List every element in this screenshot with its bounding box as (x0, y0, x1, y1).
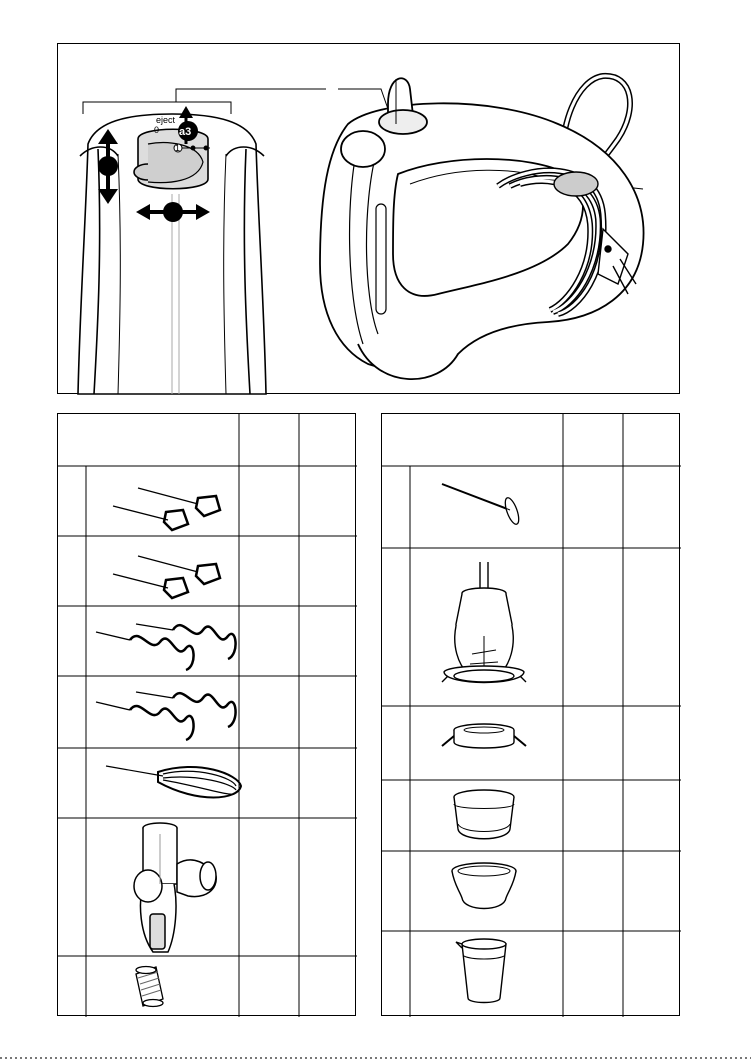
table-row (454, 790, 514, 839)
table-row (442, 484, 521, 526)
grater-attachment-icon (134, 823, 216, 952)
table-row (113, 556, 220, 598)
table-row (442, 562, 526, 683)
vertical-move-arrow-icon (98, 129, 118, 204)
product-overview-panel (57, 43, 680, 394)
a3-badge (178, 121, 198, 141)
grater-drum-icon (136, 967, 163, 1007)
measuring-beaker-icon (456, 939, 506, 1003)
table-row (134, 823, 216, 952)
dough-hook-pair-icon (96, 692, 236, 740)
page-bottom-border (0, 1057, 751, 1059)
accessories-table-left (57, 413, 356, 1016)
hand-mixer-illustration (58, 44, 681, 395)
table-row (456, 939, 506, 1003)
mixer-side-view (320, 76, 644, 379)
whisk-icon (106, 766, 241, 798)
accessories-grid-right (382, 414, 681, 1017)
speed-zero-label: 0 (154, 125, 160, 135)
table-row (106, 766, 241, 798)
accessories-grid-left (58, 414, 357, 1017)
table-row (442, 724, 526, 748)
table-row (113, 488, 220, 530)
a3-badge-label: a3 (179, 126, 192, 138)
table-row (136, 967, 163, 1007)
speed-one-label: 1 (175, 143, 181, 153)
bowl-with-lid-icon (454, 790, 514, 839)
beater-pair-icon (113, 556, 220, 598)
cable-clip (554, 172, 598, 196)
dough-hook-pair-icon (96, 624, 236, 670)
table-row (96, 624, 236, 670)
chopper-lid-icon (442, 724, 526, 748)
eject-label: eject (156, 115, 176, 125)
blender-shaft-icon (442, 484, 521, 526)
table-row (452, 863, 516, 909)
accessories-table-right (381, 413, 680, 1016)
table-row (96, 692, 236, 740)
bowl-icon (452, 863, 516, 909)
beater-pair-icon (113, 488, 220, 530)
chopper-assembly-icon (442, 562, 526, 683)
